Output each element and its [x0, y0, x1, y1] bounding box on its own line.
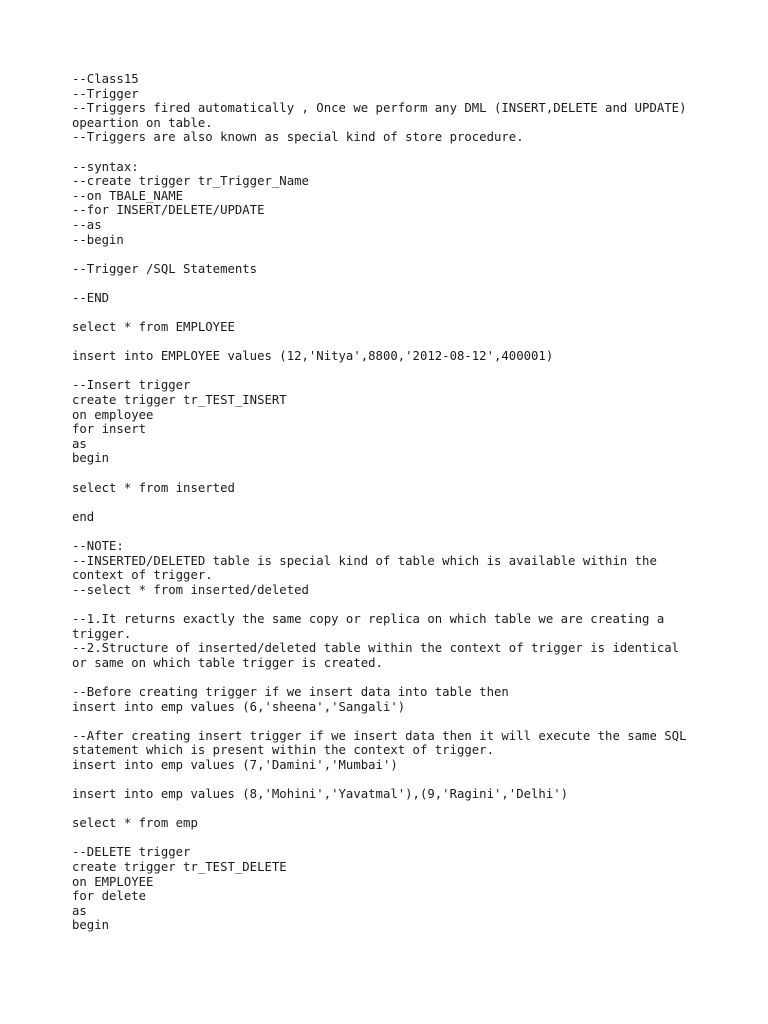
- text-line: --as: [72, 217, 102, 232]
- text-line: --for INSERT/DELETE/UPDATE: [72, 203, 265, 218]
- text-line: create trigger tr_TEST_DELETE: [72, 860, 287, 875]
- text-line: --Before creating trigger if we insert data into table then: [72, 684, 509, 699]
- text-line: or same on which table trigger is created.: [72, 655, 383, 670]
- text-line: --Trigger: [72, 86, 139, 101]
- text-line: trigger.: [72, 626, 132, 641]
- blank-line: [72, 364, 732, 379]
- blank-line: [72, 466, 732, 481]
- document-page: [72, 72, 732, 933]
- text-line: insert into emp values (6,'sheena','Sangali'): [72, 699, 406, 714]
- text-line: insert into emp values (7,'Damini','Mumbai'): [72, 757, 398, 772]
- blank-line: [72, 247, 732, 262]
- text-line: --DELETE trigger: [72, 845, 191, 860]
- blank-line: [72, 524, 732, 539]
- text-line: select * from EMPLOYEE: [72, 320, 235, 335]
- blank-line: [72, 335, 732, 350]
- text-line: select * from emp: [72, 816, 198, 831]
- blank-line: [72, 802, 732, 817]
- blank-line: [72, 597, 732, 612]
- blank-line: [72, 145, 732, 160]
- text-line: for insert: [72, 422, 147, 437]
- blank-line: [72, 670, 732, 685]
- text-line: as: [72, 903, 87, 918]
- text-line: --create trigger tr_Trigger_Name: [72, 174, 309, 189]
- text-line: --syntax:: [72, 159, 139, 174]
- blank-line: [72, 831, 732, 846]
- text-line: --After creating insert trigger if we insert data then it will execute the same SQL: [72, 728, 687, 743]
- blank-line: [72, 306, 732, 321]
- text-line: --END: [72, 290, 110, 305]
- text-line: end: [72, 509, 95, 524]
- document-text: [72, 72, 732, 933]
- text-line: statement which is present within the context of trigger.: [72, 743, 494, 758]
- text-line: --Trigger /SQL Statements: [72, 261, 258, 276]
- text-line: for delete: [72, 889, 147, 904]
- text-line: context of trigger.: [72, 568, 213, 583]
- text-line: --INSERTED/DELETED table is special kind of table which is available within the: [72, 553, 657, 568]
- text-line: --select * from inserted/deleted: [72, 582, 309, 597]
- text-line: insert into EMPLOYEE values (12,'Nitya',8800,'2012-08-12',400001): [72, 349, 554, 364]
- text-line: --2.Structure of inserted/deleted table within the context of trigger is identical: [72, 641, 680, 656]
- text-line: --Triggers are also known as special kind of store procedure.: [72, 130, 524, 145]
- text-line: begin: [72, 918, 110, 933]
- text-line: begin: [72, 451, 110, 466]
- blank-line: [72, 276, 732, 291]
- text-line: create trigger tr_TEST_INSERT: [72, 393, 287, 408]
- text-line: as: [72, 436, 87, 451]
- text-line: --NOTE:: [72, 539, 124, 553]
- blank-line: [72, 495, 732, 510]
- text-line: --begin: [72, 232, 124, 247]
- text-line: on employee: [72, 407, 154, 422]
- text-line: --on TBALE_NAME: [72, 188, 184, 203]
- text-line: on EMPLOYEE: [72, 874, 154, 889]
- blank-line: [72, 714, 732, 729]
- text-line: --Insert trigger: [72, 378, 191, 393]
- text-line: --Triggers fired automatically , Once we perform any DML (INSERT,DELETE and UPDATE): [72, 101, 687, 116]
- text-line: --Class15: [72, 72, 139, 86]
- text-line: --1.It returns exactly the same copy or replica on which table we are creating a: [72, 611, 665, 626]
- text-line: opeartion on table.: [72, 115, 213, 130]
- blank-line: [72, 773, 732, 788]
- text-line: insert into emp values (8,'Mohini','Yavatmal'),(9,'Ragini','Delhi'): [72, 787, 569, 802]
- text-line: select * from inserted: [72, 480, 235, 495]
